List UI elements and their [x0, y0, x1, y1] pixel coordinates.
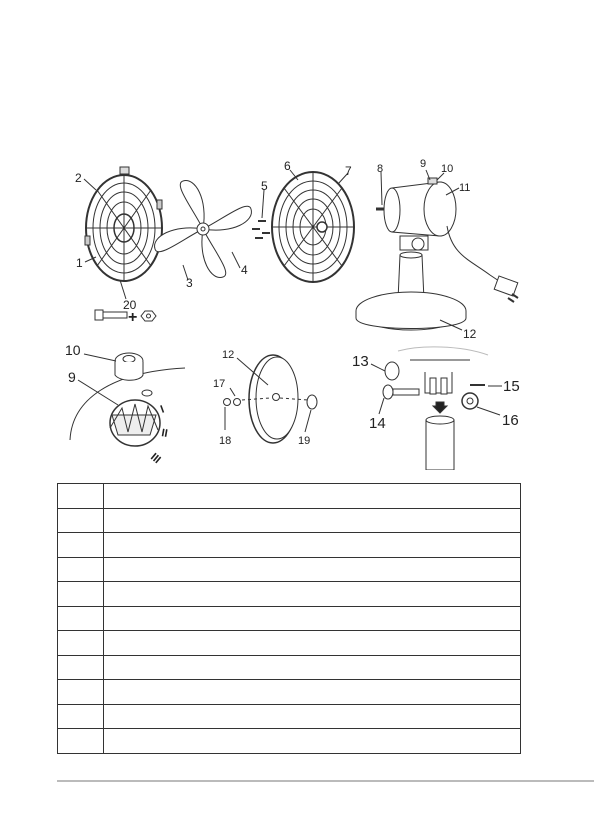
- part-number-cell: [58, 582, 104, 607]
- front-guard: [272, 172, 354, 282]
- callout-14: 14: [369, 415, 386, 432]
- callout-7: 7: [345, 164, 352, 178]
- speed-mark-1: I: [158, 403, 166, 416]
- part-description-cell: [104, 533, 521, 558]
- callout-8: 8: [377, 163, 384, 175]
- part-description-cell: [104, 704, 521, 729]
- callout-16: 16: [502, 412, 519, 429]
- part-description-cell: [104, 631, 521, 656]
- table-row: [58, 631, 521, 656]
- speed-mark-3: III: [148, 451, 163, 467]
- callout-5: 5: [261, 179, 268, 193]
- table-row: [58, 680, 521, 705]
- pivot-detail: [383, 347, 488, 470]
- part-number-cell: [58, 680, 104, 705]
- table-row: [58, 704, 521, 729]
- callout-10: 10: [441, 163, 454, 175]
- callout-6: 6: [284, 159, 291, 173]
- callout-9: 9: [420, 158, 427, 170]
- parts-table: [57, 483, 521, 754]
- callout-19: 19: [298, 435, 311, 447]
- decorative-disc: [224, 355, 318, 443]
- table-row: [58, 606, 521, 631]
- callout-20: 20: [123, 298, 137, 312]
- table-row: [58, 557, 521, 582]
- callout-3: 3: [186, 276, 193, 290]
- callout-detail-10: 10: [65, 342, 81, 358]
- table-row: [58, 508, 521, 533]
- part-description-cell: [104, 655, 521, 680]
- table-row: [58, 729, 521, 754]
- part-description-cell: [104, 606, 521, 631]
- callout-17: 17: [213, 378, 226, 390]
- motor-and-base: [356, 178, 518, 330]
- table-row: [58, 484, 521, 509]
- callout-1: 1: [76, 256, 83, 270]
- part-number-cell: [58, 606, 104, 631]
- part-number-cell: [58, 484, 104, 509]
- table-row: [58, 533, 521, 558]
- callout-4: 4: [241, 263, 248, 277]
- part-number-cell: [58, 557, 104, 582]
- callout-13: 13: [352, 353, 369, 370]
- callout-15: 15: [503, 378, 520, 395]
- part-description-cell: [104, 557, 521, 582]
- callout-18: 18: [219, 435, 232, 447]
- parts-table-body: [58, 484, 521, 754]
- table-row: [58, 582, 521, 607]
- callout-detail-9: 9: [68, 369, 76, 385]
- part-number-cell: [58, 508, 104, 533]
- part-number-cell: [58, 655, 104, 680]
- part-number-cell: [58, 704, 104, 729]
- part-description-cell: [104, 729, 521, 754]
- speed-mark-2: II: [160, 427, 169, 441]
- part-number-cell: [58, 631, 104, 656]
- rear-guard: [85, 167, 162, 281]
- screws: [252, 221, 270, 238]
- callout-disc-12: 12: [222, 349, 235, 361]
- footer-rule: [57, 780, 594, 782]
- part-description-cell: [104, 484, 521, 509]
- table-row: [58, 655, 521, 680]
- part-description-cell: [104, 582, 521, 607]
- callout-12: 12: [463, 327, 477, 341]
- part-number-cell: [58, 533, 104, 558]
- part-description-cell: [104, 680, 521, 705]
- callout-11: 11: [459, 182, 471, 194]
- part-number-cell: [58, 729, 104, 754]
- part-description-cell: [104, 508, 521, 533]
- callout-2: 2: [75, 171, 82, 185]
- plus-sign: +: [128, 309, 138, 326]
